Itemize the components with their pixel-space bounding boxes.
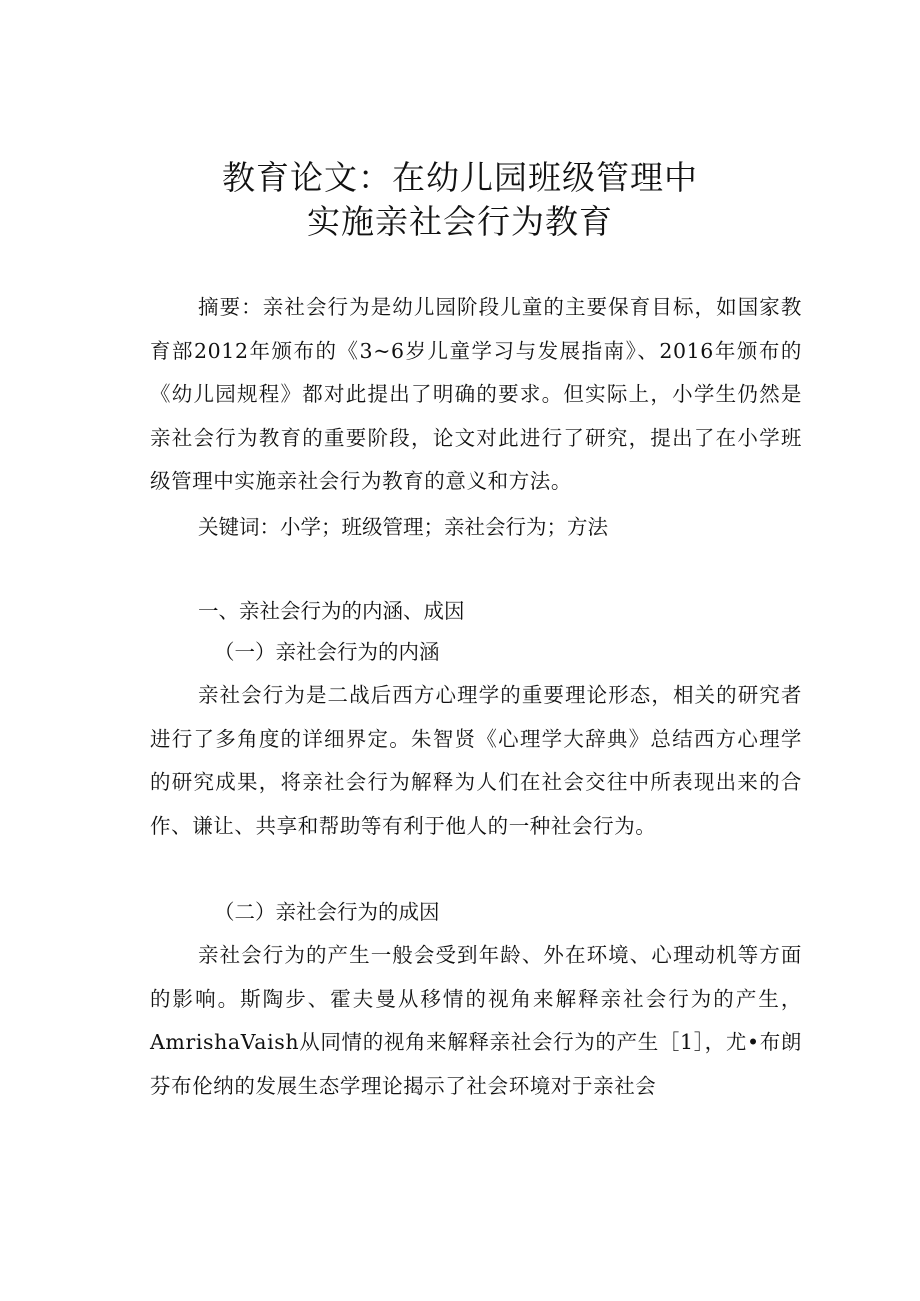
subsection-1-paragraph: 亲社会行为是二战后西方心理学的重要理论形态，相关的研究者进行了多角度的详细界定。朱智贤《心理学大辞典》总结西方心理学的研究成果，将亲社会行为解释为人们在社会交往中所表现出来的合作、谦让、共享和帮助等有利于他人的一种社会行为。	[150, 683, 802, 838]
subsection-heading-2: （二）亲社会行为的成因	[214, 900, 440, 924]
section-heading-1: 一、亲社会行为的内涵、成因	[198, 599, 465, 623]
document-title-line-1: 教育论文：在幼儿园班级管理中	[222, 158, 698, 197]
keywords-line: 关键词：小学；班级管理；亲社会行为；方法	[198, 515, 608, 539]
abstract-paragraph: 摘要：亲社会行为是幼儿园阶段儿童的主要保育目标，如国家教育部2012年颁布的《3~6岁儿童学习与发展指南》、2016年颁布的《幼儿园规程》都对此提出了明确的要求。但实际上，小学生仍然是亲社会行为教育的重要阶段，论文对此进行了研究，提出了在小学班级管理中实施亲社会行为教育的意义和方法。	[150, 295, 802, 493]
document-title-line-2: 实施亲社会行为教育	[307, 202, 613, 241]
subsection-2-paragraph: 亲社会行为的产生一般会受到年龄、外在环境、心理动机等方面的影响。斯陶步、霍夫曼从移情的视角来解释亲社会行为的产生，AmrishaVaish从同情的视角来解释亲社会行为的产生［1］，尤•布朗芬布伦纳的发展生态学理论揭示了社会环境对于亲社会	[150, 943, 802, 1098]
subsection-heading-1: （一）亲社会行为的内涵	[214, 640, 440, 664]
